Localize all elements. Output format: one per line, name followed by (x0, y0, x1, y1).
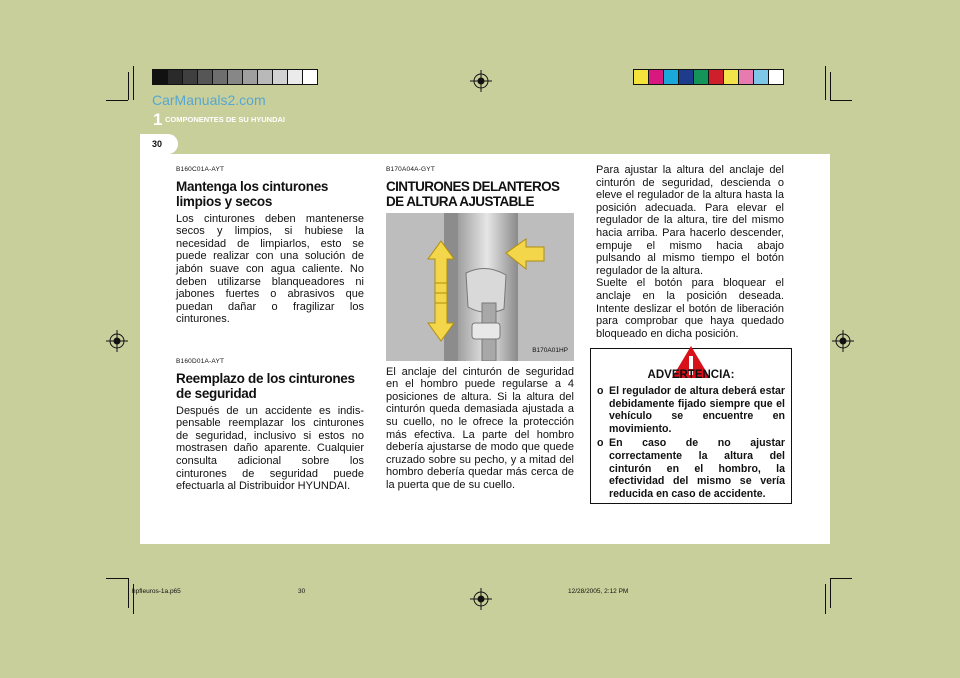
section-heading: Mantenga los cinturones limpios y secos (176, 178, 329, 209)
calibration-swatch (153, 70, 167, 84)
calibration-swatch (724, 70, 738, 84)
calibration-swatch (243, 70, 257, 84)
seatbelt-illustration (386, 213, 574, 361)
warning-title: ADVERTENCIA: (647, 369, 735, 381)
bullet: o (597, 385, 604, 397)
registration-mark-top-icon (470, 70, 492, 92)
calibration-swatch (273, 70, 287, 84)
calibration-swatch (198, 70, 212, 84)
column-1 (176, 164, 364, 493)
registration-mark-bottom-icon (470, 588, 492, 610)
calibration-swatch (769, 70, 783, 84)
section-body: El anclaje del cinturón de seguridad en el hombro puede regularse a 4 posiciones de altura. Si la altura del cinturón queda demasiada ajustada a su cuello, no le ofrece la protección más efectiva. La parte del hombro debería ajustarse de modo que quede cruzado sobre su pecho, y a mitad del hombro debería quedar más cerca de la puerta que de su cuello. (386, 365, 574, 491)
calibration-swatch (739, 70, 753, 84)
calibration-swatch (664, 70, 678, 84)
chapter-title: COMPONENTES DE SU HYUNDAI (165, 115, 286, 124)
warning-item (597, 385, 785, 435)
registration-mark-left-icon (106, 330, 128, 352)
calibration-swatch (213, 70, 227, 84)
warning-box (590, 348, 792, 504)
calibration-swatch (694, 70, 708, 84)
calibration-swatch (649, 70, 663, 84)
calibration-swatch (258, 70, 272, 84)
warning-item (597, 437, 785, 500)
section-body: Suelte el botón para bloquear el anclaje en la posición deseada. Intente deslizar el botón de liberación para comprobar que haya quedado bloqueado en dicha posición. (596, 277, 784, 340)
section-code: B170A04A-GYT (386, 166, 436, 173)
section-code: B160C01A-AYT (176, 166, 225, 173)
footer-page: 30 (298, 588, 306, 595)
section-body: Después de un accidente es indis- pensable reemplazar los cinturones de seguridad, inclusivo si estos no mostrasen daño aparente. Cualquier consulta adicional sobre los cinturones de seguridad puede efectuarla al Distribuidor HYUNDAI. (176, 404, 364, 493)
calibration-swatch (634, 70, 648, 84)
calibration-swatch (183, 70, 197, 84)
page-number: 30 (152, 139, 163, 149)
chapter-number: 1 (153, 110, 163, 129)
image-caption: B170A01HP (532, 347, 568, 354)
section-body: Los cinturones deben mantenerse secos y limpios, si hubiese la necesidad de limpiarlos, esto se puede realizar con una solución de jabón suave con agua caliente. No deben utilizarse blanqueadores ni jabones fuertes o abrasivos que puedan dañar o fragilizar los cinturones. (176, 212, 364, 326)
bullet: o (597, 437, 604, 450)
calibration-swatch (709, 70, 723, 84)
section-heading: CINTURONES DELANTEROS DE ALTURA AJUSTABLE (386, 178, 560, 209)
calibration-swatch (754, 70, 768, 84)
watermark[interactable]: CarManuals2.com (152, 92, 266, 108)
calibration-swatch (303, 70, 317, 84)
seatbelt-image (386, 213, 574, 361)
warning-text: El regulador de altura deberá estar debidamente fijado siempre que el vehículo se encuentre en movimiento. (609, 385, 785, 435)
warning-list (597, 385, 785, 500)
section-heading: Reemplazo de los cinturones de seguridad (176, 370, 355, 401)
calibration-swatch (288, 70, 302, 84)
calibration-swatch (679, 70, 693, 84)
calibration-swatch (228, 70, 242, 84)
section-code: B160D01A-AYT (176, 357, 225, 365)
column-3 (596, 164, 784, 340)
footer-date: 12/28/2005, 2:12 PM (568, 588, 629, 595)
calibration-swatch (168, 70, 182, 84)
footer-file: hpfleuros-1a.p65 (132, 588, 181, 595)
registration-mark-right-icon (832, 330, 854, 352)
warning-text: En caso de no ajustar correctamente la altura del cinturón en el hombro, la efectividad del mismo se vería reducida en caso de accidente. (609, 437, 785, 500)
section-body: Para ajustar la altura del anclaje del cinturón de seguridad, descienda o eleve el regulador de la altura hasta la posición adecuada. Para elevar el regulador de la altura, tire del mismo hacia arriba. Para hacerlo descender, empuje el mismo hacia abajo pulsando al mismo tiempo el botón regulador de la altura. (596, 164, 784, 277)
column-2 (386, 164, 574, 492)
